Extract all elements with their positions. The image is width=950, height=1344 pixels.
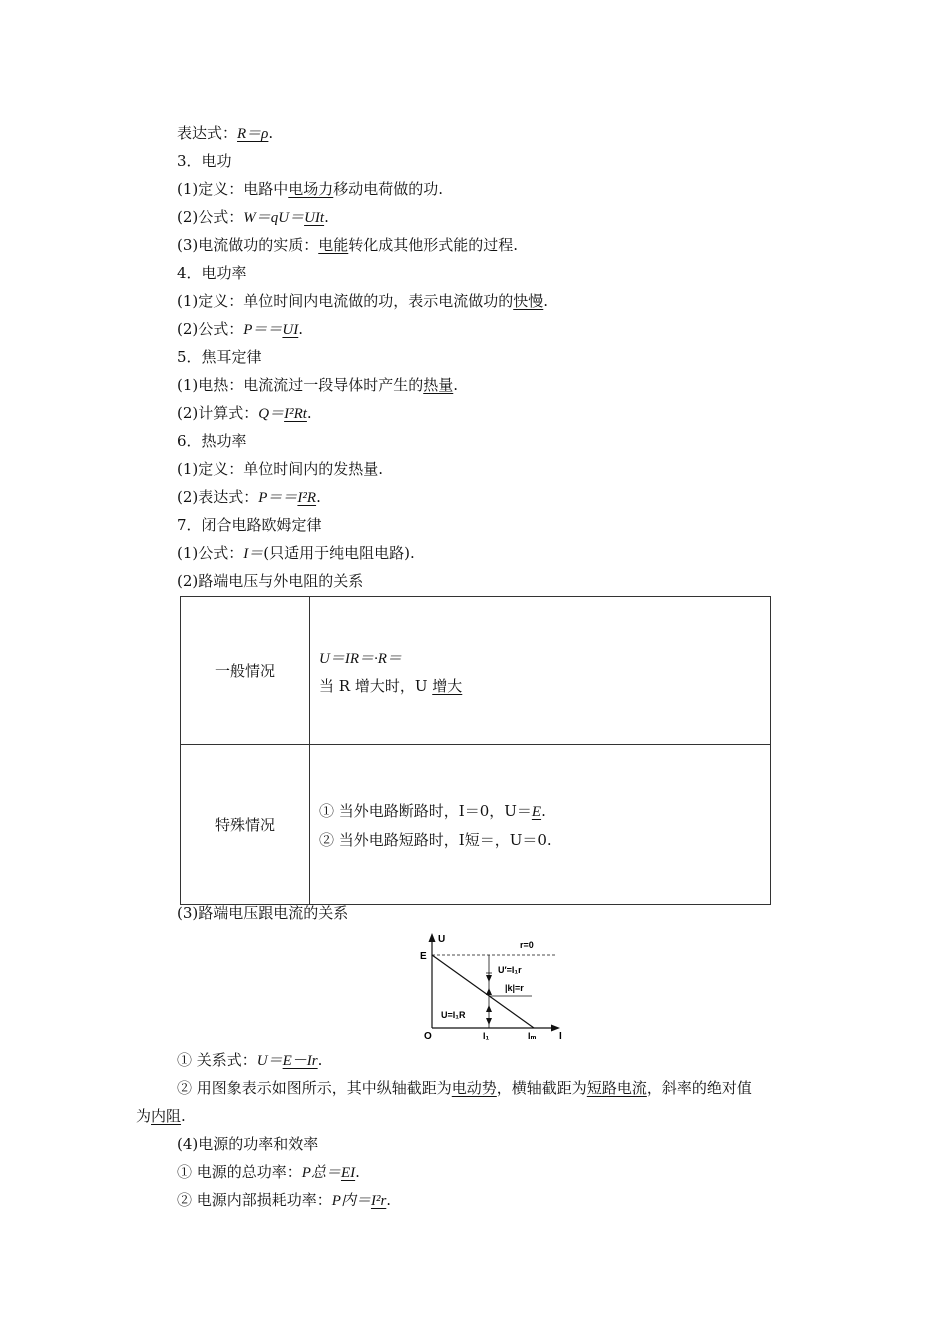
u-eq-label: U=I₁R [441,1010,466,1020]
voltage-current-heading: (3)路端电压跟电流的关系 [177,904,349,922]
u-i-graph [415,928,575,1043]
i1-label: I₁ [483,1031,490,1041]
e-label: E [420,951,427,962]
work-definition: (1)定义：电路中电场力移动电荷做的功. [177,180,444,198]
general-case-label: 一般情况 [181,597,310,745]
work-formula: (2)公式：W＝qU＝UIt. [177,208,329,226]
table-row [181,745,771,905]
relation-table [180,596,771,905]
relation-formula: ① 关系式：U＝E－Ir. [177,1051,323,1069]
general-case-rule: 当 R 增大时，U 增大 [319,677,463,695]
origin-label: O [424,1031,432,1042]
heading-joule-law: 5．焦耳定律 [177,348,262,366]
power-efficiency-heading: (4)电源的功率和效率 [177,1135,319,1153]
y-axis-label: U [438,934,446,945]
r0-label: r=0 [520,940,534,950]
arrow-down-icon [486,975,492,982]
general-case-formula: U＝IR＝·R＝ [319,651,402,667]
resistance-formula: 表达式：R＝ρ. [177,124,274,142]
general-case-content [310,597,771,745]
thermal-power-formula: (2)表达式：P＝＝I²R. [177,488,321,506]
short-circuit-rule: ② 当外电路短路时，I短＝，U＝0. [319,831,552,849]
graph-explanation-continued: 为内阻. [136,1107,186,1125]
arrow-down-icon [486,1018,492,1025]
open-circuit-rule: ① 当外电路断路时，I＝0，U＝E. [319,802,546,820]
special-case-content [310,745,771,905]
y-axis-arrow-icon [429,933,436,942]
power-definition: (1)定义：单位时间内电流做的功，表示电流做功的快慢. [177,292,549,310]
power-formula: (2)公式：P＝＝UI. [177,320,304,338]
table-row [181,597,771,745]
x-axis-label: I [559,1031,562,1042]
special-case-label: 特殊情况 [181,745,310,905]
k-label: |k|=r [505,983,524,993]
internal-loss-formula: ② 电源内部损耗功率：P内＝I²r. [177,1191,392,1209]
heading-thermal-power: 6．热功率 [177,432,247,450]
graph-explanation: ② 用图象表示如图所示，其中纵轴截距为电动势，横轴截距为短路电流，斜率的绝对值 [177,1079,752,1097]
im-label: Iₘ [528,1031,537,1041]
u-prime-label: U′=I₁r [498,965,522,975]
heading-electric-power: 4．电功率 [177,264,247,282]
arrow-up-icon [486,988,492,995]
total-power-formula: ① 电源的总功率：P总＝EI. [177,1163,360,1181]
heading-ohm-law: 7．闭合电路欧姆定律 [177,516,322,534]
terminal-voltage-heading: (2)路端电压与外电阻的关系 [177,572,364,590]
ohm-formula: (1)公式：I＝(只适用于纯电阻电路). [177,544,415,562]
thermal-power-definition: (1)定义：单位时间内的发热量. [177,460,384,478]
arrow-up-icon [486,1005,492,1012]
heat-formula: (2)计算式：Q＝I²Rt. [177,404,312,422]
work-essence: (3)电流做功的实质：电能转化成其他形式能的过程. [177,236,519,254]
heat-definition: (1)电热：电流流过一段导体时产生的热量. [177,376,459,394]
heading-electric-work: 3．电功 [177,152,232,170]
